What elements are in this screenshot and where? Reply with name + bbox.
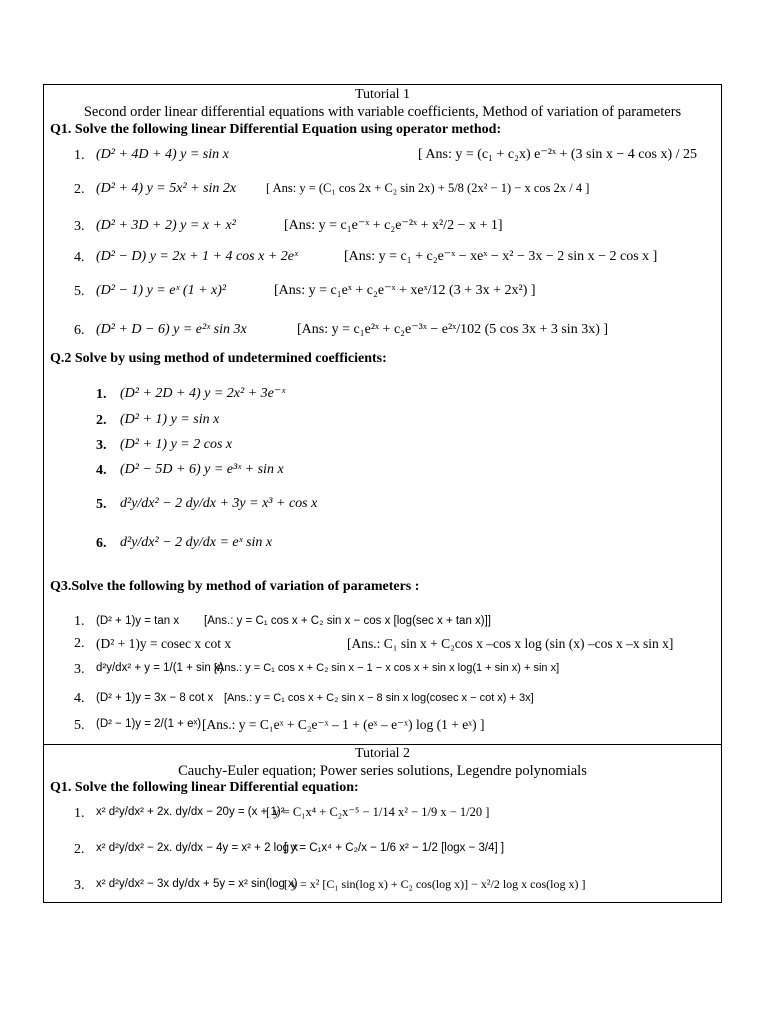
t1-q3-eq-1: (D² + 1)y = tan x xyxy=(96,615,180,627)
t1-q2-eq-3: (D² + 1) y = 2 cos x xyxy=(120,437,233,452)
t1-q3-heading: Q3.Solve the following by method of variation of parameters : xyxy=(50,579,420,594)
t1-q3-ans-5: [Ans.: y = C₁eˣ + C₂e⁻ˣ – 1 + (eˣ – e⁻ˣ) log (1 + eˣ) ] xyxy=(202,717,485,732)
t1-q3-ans-4: [Ans.: y = C₁ cos x + C₂ sin x − 8 sin x log(cosec x − cot x) + 3x] xyxy=(224,692,534,704)
t1-q2-num-6: 6. xyxy=(96,536,107,551)
t2-q1-num-2: 2. xyxy=(74,842,85,857)
tutorial1-subtitle: Second order linear differential equations with variable coefficients, Method of variation of parameters xyxy=(83,104,682,120)
tutorial2-subtitle: Cauchy-Euler equation; Power series solutions, Legendre polynomials xyxy=(178,763,587,779)
t1-q1-num-2: 2. xyxy=(74,182,85,197)
t1-q1-num-1: 1. xyxy=(74,148,85,163)
t1-q2-num-3: 3. xyxy=(96,438,107,453)
t1-q2-num-4: 4. xyxy=(96,463,107,478)
t2-q1-ans-1: [ y = C₁x⁴ + C₂x⁻⁵ − 1/14 x² − 1/9 x − 1/20 ] xyxy=(266,805,490,819)
tutorial-divider xyxy=(44,744,721,745)
t1-q3-eq-5: (D² − 1)y = 2/(1 + eˣ) xyxy=(96,718,202,730)
t1-q3-num-3: 3. xyxy=(74,662,85,677)
t1-q2-eq-1: (D² + 2D + 4) y = 2x² + 3e⁻ˣ xyxy=(120,386,286,401)
t1-q3-ans-3: [Ans.: y = C₁ cos x + C₂ sin x − 1 − x cos x + sin x log(1 + sin x) + sin x] xyxy=(214,662,560,674)
tutorial-sheet xyxy=(43,84,722,903)
t1-q1-ans-4: [Ans: y = c₁ + c₂e⁻ˣ − xeˣ − x² − 3x − 2 sin x − 2 cos x ] xyxy=(344,249,658,264)
t1-q3-ans-2: [Ans.: C₁ sin x + C₂cos x –cos x log (sin (x) –cos x –x sin x] xyxy=(347,636,674,651)
t1-q1-eq-4: (D² − D) y = 2x + 1 + 4 cos x + 2eˣ xyxy=(96,249,298,264)
t2-q1-eq-2: x² d²y/dx² − 2x. dy/dx − 4y = x² + 2 log x xyxy=(96,842,298,854)
t1-q1-eq-2: (D² + 4) y = 5x² + sin 2x xyxy=(96,181,237,196)
t2-q1-ans-2: [ y = C₁x⁴ + C₂/x − 1/6 x² − 1/2 [logx − 3/4] ] xyxy=(284,842,505,854)
t1-q1-ans-3: [Ans: y = c₁e⁻ˣ + c₂e⁻²ˣ + x²/2 − x + 1] xyxy=(284,218,503,233)
tutorial2-title: Tutorial 2 xyxy=(354,746,411,761)
t1-q2-eq-2: (D² + 1) y = sin x xyxy=(120,412,220,427)
t1-q3-num-4: 4. xyxy=(74,691,85,706)
t1-q1-ans-6: [Ans: y = c₁e²ˣ + c₂e⁻³ˣ − e²ˣ/102 (5 cos 3x + 3 sin 3x) ] xyxy=(297,322,609,337)
t1-q2-num-1: 1. xyxy=(96,387,107,402)
t1-q3-eq-2: (D² + 1)y = cosec x cot x xyxy=(96,636,232,651)
t1-q2-eq-6: d²y/dx² − 2 dy/dx = eˣ sin x xyxy=(120,535,273,550)
t2-q1-num-1: 1. xyxy=(74,806,85,821)
t1-q1-num-5: 5. xyxy=(74,284,85,299)
t1-q3-num-5: 5. xyxy=(74,718,85,733)
t1-q2-num-5: 5. xyxy=(96,497,107,512)
t1-q1-eq-1: (D² + 4D + 4) y = sin x xyxy=(96,147,229,162)
t2-q1-eq-1: x² d²y/dx² + 2x. dy/dx − 20y = (x + 1)² xyxy=(96,806,285,818)
tutorial1-title: Tutorial 1 xyxy=(354,87,411,102)
t1-q1-num-6: 6. xyxy=(74,323,85,338)
t1-q1-heading: Q1. Solve the following linear Differential Equation using operator method: xyxy=(50,122,502,137)
t1-q1-ans-5: [Ans: y = c₁eˣ + c₂e⁻ˣ + xeˣ/12 (3 + 3x + 2x²) ] xyxy=(274,283,536,298)
t1-q2-eq-5: d²y/dx² − 2 dy/dx + 3y = x³ + cos x xyxy=(120,496,318,511)
t1-q1-ans-2: [ Ans: y = (C₁ cos 2x + C₂ sin 2x) + 5/8 (2x² − 1) − x cos 2x / 4 ] xyxy=(266,181,590,195)
t1-q2-num-2: 2. xyxy=(96,413,107,428)
t1-q1-num-3: 3. xyxy=(74,219,85,234)
t2-q1-ans-3: [ y = x² [C₁ sin(log x) + C₂ cos(log x)] − x²/2 log x cos(log x) ] xyxy=(284,877,586,891)
t1-q3-num-2: 2. xyxy=(74,636,85,651)
t2-q1-num-3: 3. xyxy=(74,878,85,893)
t1-q2-heading: Q.2 Solve by using method of undetermined coefficients: xyxy=(50,351,387,366)
t2-q1-eq-3: x² d²y/dx² − 3x dy/dx + 5y = x² sin(log x) xyxy=(96,878,298,890)
t1-q2-eq-4: (D² − 5D + 6) y = e³ˣ + sin x xyxy=(120,462,284,477)
t1-q1-num-4: 4. xyxy=(74,250,85,265)
t1-q3-ans-1: [Ans.: y = C₁ cos x + C₂ sin x − cos x [log(sec x + tan x)]] xyxy=(204,615,492,627)
t1-q1-eq-5: (D² − 1) y = eˣ (1 + x)² xyxy=(96,283,227,298)
t2-q1-heading: Q1. Solve the following linear Differential equation: xyxy=(50,780,359,795)
t1-q3-eq-3: d²y/dx² + y = 1/(1 + sin x) xyxy=(96,662,224,674)
t1-q3-eq-4: (D² + 1)y = 3x − 8 cot x xyxy=(96,692,214,704)
t1-q3-num-1: 1. xyxy=(74,614,85,629)
t1-q1-ans-1: [ Ans: y = (c₁ + c₂x) e⁻²ˣ + (3 sin x − 4 cos x) / 25 xyxy=(418,147,697,162)
t1-q1-eq-6: (D² + D − 6) y = e²ˣ sin 3x xyxy=(96,322,247,337)
t1-q1-eq-3: (D² + 3D + 2) y = x + x² xyxy=(96,218,236,233)
